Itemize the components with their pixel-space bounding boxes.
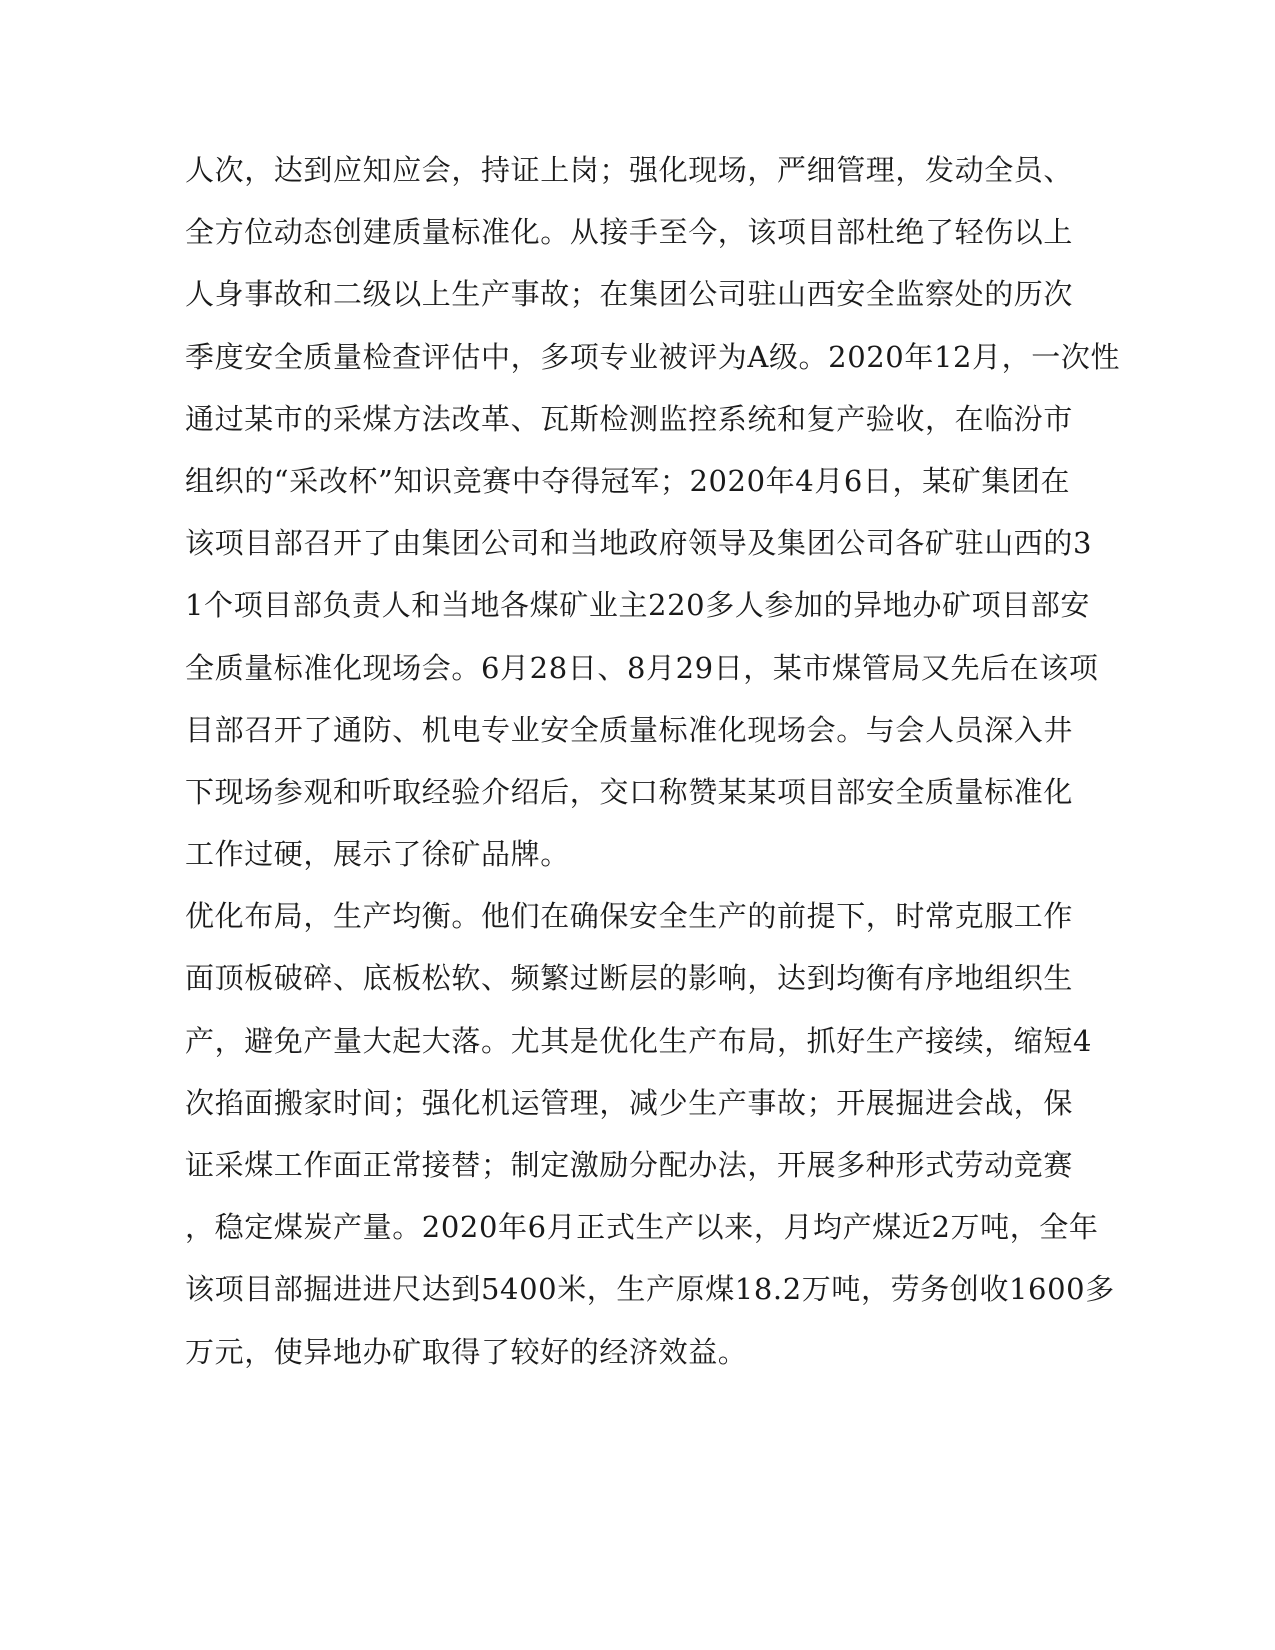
text-line: 季度安全质量检查评估中，多项专业被评为A级。2020年12月，一次性 [185, 339, 1121, 374]
text-line: 人次，达到应知应会，持证上岗；强化现场，严细管理，发动全员、 [185, 153, 1074, 187]
text-line: 通过某市的采煤方法改革、瓦斯检测监控系统和复产验收，在临汾市 [185, 401, 1074, 436]
text-line: 下现场参观和听取经验介绍后，交口称赞某某项目部安全质量标准化 [185, 774, 1074, 809]
text-line: 万元，使异地办矿取得了较好的经济效益。 [185, 1334, 748, 1369]
text-line: 该项目部掘进进尺达到5400米，生产原煤18.2万吨，劳务创收1600多 [185, 1272, 1115, 1307]
text-line: 1个项目部负责人和当地各煤矿业主220多人参加的异地办矿项目部安 [185, 588, 1091, 623]
text-line: 全质量标准化现场会。6月28日、8月29日，某市煤管局又先后在该项 [185, 650, 1099, 685]
text-line: 次掐面搬家时间；强化机运管理，减少生产事故；开展掘进会战，保 [185, 1085, 1074, 1120]
paragraph-1 [185, 144, 1121, 890]
text-line: 产，避免产量大起大落。尤其是优化生产布局，抓好生产接续，缩短4 [185, 1023, 1093, 1058]
text-line: 组织的“采改杯”知识竞赛中夺得冠军；2020年4月6日，某矿集团在 [185, 463, 1071, 498]
text-line: 人身事故和二级以上生产事故；在集团公司驻山西安全监察处的历次 [185, 277, 1074, 312]
text-line: 工作过硬，展示了徐矿品牌。 [185, 837, 570, 872]
text-line: 全方位动态创建质量标准化。从接手至今，该项目部杜绝了轻伤以上 [185, 215, 1074, 250]
text-line: ，稳定煤炭产量。2020年6月正式生产以来，月均产煤近2万吨，全年 [185, 1210, 1099, 1245]
text-line: 证采煤工作面正常接替；制定激励分配办法，开展多种形式劳动竞赛 [185, 1148, 1074, 1182]
text-line: 优化布局，生产均衡。他们在确保安全生产的前提下，时常克服工作 [185, 899, 1074, 934]
paragraph-2 [185, 890, 1115, 1388]
text-line: 目部召开了通防、机电专业安全质量标准化现场会。与会人员深入井 [185, 712, 1074, 747]
text-line: 该项目部召开了由集团公司和当地政府领导及集团公司各矿驻山西的3 [185, 526, 1093, 561]
body-text [185, 144, 1121, 1388]
text-line: 面顶板破碎、底板松软、频繁过断层的影响，达到均衡有序地组织生 [185, 961, 1074, 996]
